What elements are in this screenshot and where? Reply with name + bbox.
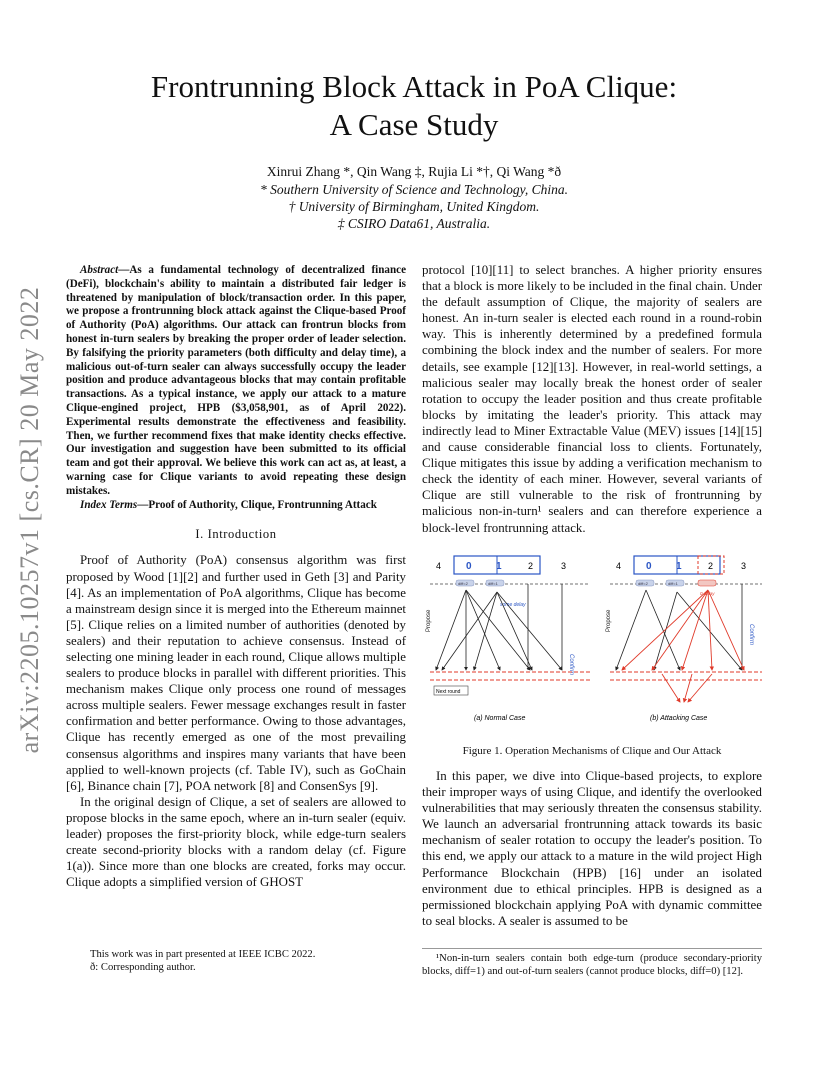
index-terms-body: —Proof of Authority, Clique, Frontrunning Attack <box>137 498 377 511</box>
right-footnote <box>422 948 762 978</box>
footnote-presentation: This work was in part presented at IEEE ICBC 2022. <box>90 949 316 960</box>
left-footnotes <box>66 948 406 974</box>
affiliation-1: * Southern University of Science and Technology, China. <box>259 182 569 197</box>
intro-paragraph-1: Proof of Authority (PoA) consensus algorithm was first proposed by Wood [1][2] and further used in Geth [3] and Parity [4]. As an implementation of PoA algorithms, Clique has become a mainstream design since it is merged into the Ethereum mainnet [5]. Clique relies on a limited number of authorities (denoted by sealers) and their reputation to achieve consensus. Instead of selecting one mining leader in each round, Clique allows multiple sealers to produce blocks in parallel with different priorities. This mechanism makes Clique only process one round of messages across multiple sealers. Fewer message exchanges result in faster confirmation and better performance. Owing to those advantages, Clique has recently emerged as one of the most prevailing consensus algorithms and inspires many variants that have been applied to well-known projects (cf. Table IV), such as GoChain [6], Binance chain [7], POA network [8] and ConsenSys [9]. <box>66 553 406 793</box>
tick-b-0: 0 <box>646 561 652 572</box>
diff-label-a1: diff=2 <box>458 581 468 586</box>
tick-b-4: 4 <box>616 561 622 571</box>
figure-caption: Figure 1. Operation Mechanisms of Clique and Our Attack <box>462 745 722 757</box>
figure-1 <box>422 552 762 758</box>
subfigure-a <box>426 556 590 722</box>
paper-title-line2: A Case Study <box>329 107 499 142</box>
author-list: Xinrui Zhang *, Qin Wang ‡, Rujia Li *†, Qi Wang *ð <box>266 164 562 179</box>
subcaption-b: (b) Attacking Case <box>650 715 708 722</box>
tick-b-1: 1 <box>676 561 682 572</box>
right-column-top <box>422 262 762 536</box>
tick-b-2: 2 <box>708 561 714 571</box>
right-paragraph-1: protocol [10][11] to select branches. A higher priority ensures that a block is more likely to be included in the final chain. Under the default assumption of Clique, the majority of sealers are honest. An in-turn sealer is elected each round in a round-robin way. This is inherently determined by a predefined formula combining the block index and the number of sealers. For more details, see example [12][13]. However, in real-world settings, a malicious sealer may locally break the honest order of sealer rotation to occupy the leader position and thus create profitable blocks by imitating the leader's priority. This attack may indirectly lead to Miner Extractable Value (MEV) issues [14][15] and cause considerable financial loss to clients. Fortunately, Clique mitigates this issue by adding a verification mechanism to check the identity of each miner. However, several variants of Clique are still vulnerable to the risk of frontrunning by malicious non-in-turn¹ sealers and can therefore experience a block-level frontrunning attack. <box>422 263 762 535</box>
index-terms-label: Index Terms <box>80 498 138 511</box>
confirm-label-a: Confirm <box>568 654 574 676</box>
arxiv-identifier <box>12 280 48 760</box>
footnote-corresponding: ð: Corresponding author. <box>90 962 196 973</box>
paper-title-line1: Frontrunning Block Attack in PoA Clique: <box>150 69 678 104</box>
right-column-bottom <box>422 768 762 929</box>
subfigure-b <box>606 556 762 722</box>
tick-1: 1 <box>496 561 502 572</box>
abstract <box>66 264 406 512</box>
abstract-label: Abstract <box>80 264 119 276</box>
affiliation-2: † University of Birmingham, United Kingdom. <box>288 199 540 214</box>
diff-label-b2: diff=1 <box>668 581 678 586</box>
tick-4: 4 <box>436 561 442 571</box>
propose-label-b: Propose <box>606 609 612 632</box>
subcaption-a: (a) Normal Case <box>474 715 526 722</box>
some-delay-label: some delay <box>500 602 526 608</box>
diff-label-a2: diff=1 <box>488 581 498 586</box>
tick-3: 3 <box>561 561 567 571</box>
section-heading-introduction: I. Introduction <box>195 527 277 542</box>
affiliation-3: ‡ CSIRO Data61, Australia. <box>337 216 491 231</box>
intro-paragraph-2: In the original design of Clique, a set of sealers are allowed to propose blocks in the same epoch, where an in-turn sealer (equiv. leader) proposes the first-priority block, while edge-turn sealers create second-priority blocks with a random delay (cf. Figure 1(a)). Since more than one blocks are created, forks may occur. Clique adopts a simplified version of GHOST <box>66 794 406 890</box>
propose-label-a: Propose <box>426 609 432 632</box>
footnote-non-in-turn: ¹Non-in-turn sealers contain both edge-turn (produce secondary-priority blocks, diff=1) and out-of-turn sealers (cannot produce blocks, diff=0) [12]. <box>422 953 762 977</box>
next-round-label: Next round <box>436 689 461 695</box>
arxiv-id-text: arXiv:2205.10257v1 [cs.CR] 20 May 2022 <box>15 286 44 754</box>
left-column <box>66 264 406 890</box>
abstract-body: —As a fundamental technology of decentralized finance (DeFi), blockchain's ability to maintain a distributed fair ledger is threatened by manipulation of block/transaction order. In this paper, we propose a frontrunning block attack against the Clique-based Proof of Authority (PoA) algorithms. Our attack can frontrun blocks from honest in-turn sealers by breaking the proper order of leader selection. By falsifying the priority parameters (both difficulty and delay time), a malicious out-of-turn sealer can always successfully occupy the leader position and produce advantageous blocks that may contain profitable transactions. As a typical instance, we apply our attack to a mature Clique-engined project, HPB ($3,058,901, as of April 2022). Experimental results demonstrate the effectiveness and feasibility. Then, we further recommend fixes that make identity checks effective. Our investigation and suggestion have been submitted to its official team and got their approval. We believe this work can act as, at least, a warning case for Clique variants to avoid repeating these design mistakes. <box>66 264 406 497</box>
figure-1-diagram <box>422 552 762 732</box>
zero-delay-label: 0 delay <box>700 591 715 596</box>
diff-label-b1: diff=2 <box>638 581 648 586</box>
tick-2: 2 <box>528 561 534 571</box>
tick-b-3: 3 <box>741 561 747 571</box>
right-paragraph-2: In this paper, we dive into Clique-based projects, to explore their improper ways of using Clique, and identify the overlooked vulnerabilities that may seriously threaten the consensus stability. We launch an adversarial frontrunning attack towards its basic mechanism of sealer rotation to occupy the leader's position. To this end, we apply our attack to a mature in the wild project High Performance Blockchain (HPB) [16] under an isolated environment due to ethical principles. HPB is designed as a permissioned blockchain applying PoA with dynamic committee to seal blocks. A sealer is assumed to be <box>422 769 762 928</box>
confirm-label-b: Confirm <box>748 624 754 646</box>
tick-0: 0 <box>466 561 472 572</box>
